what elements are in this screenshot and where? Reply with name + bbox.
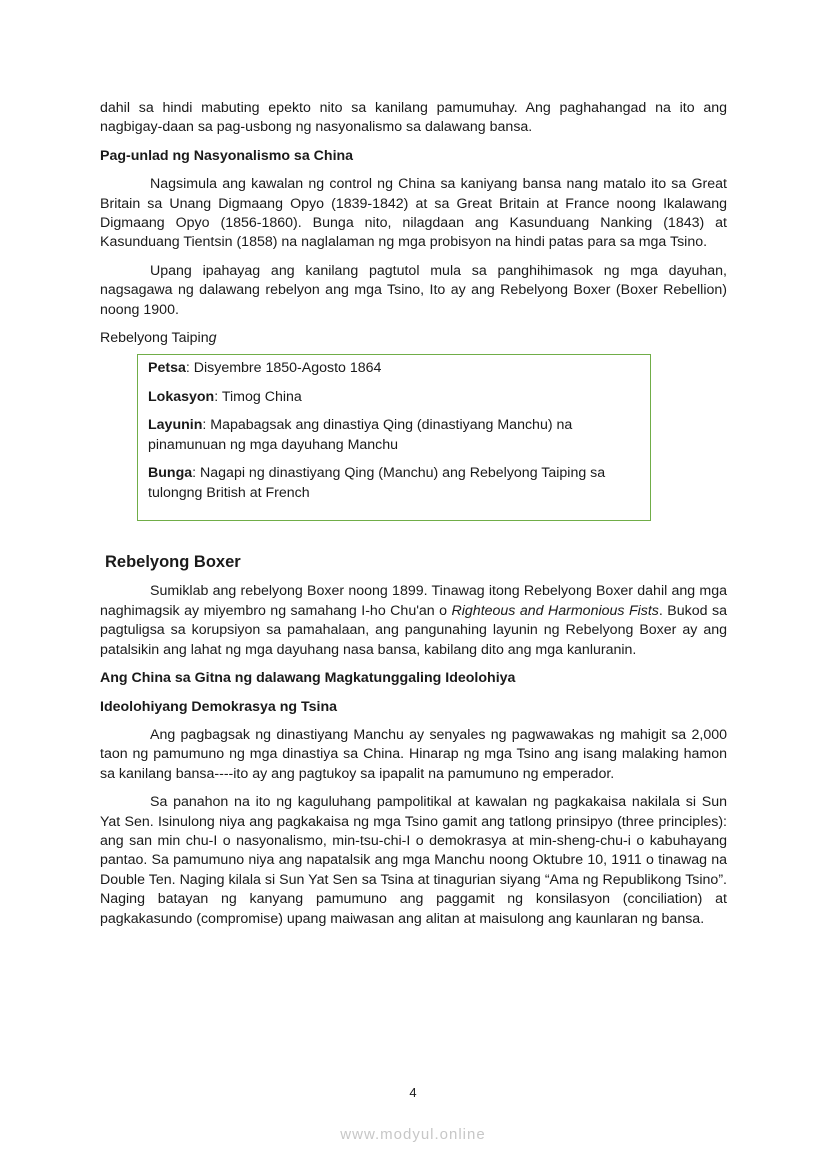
lokasyon-value: : Timog China: [214, 388, 302, 405]
petsa-label: Petsa: [148, 360, 186, 377]
page-number: 4: [409, 1085, 417, 1100]
taiping-label: [100, 329, 727, 348]
page-content: [100, 99, 727, 938]
bunga-label: Bunga: [148, 465, 193, 482]
boxer-text-after: . Bukod sa pagtuligsa sa korupsiyon sa pamahalaan, ang pangunahing layunin ng Rebelyong Boxer ay ang patalsikin ang lahat ng mga dayuhang nasa bansa, kabilang dito ang mga kanluranin.: [100, 602, 727, 658]
layunin-label: Layunin: [148, 417, 203, 434]
layunin-value: : Mapabagsak ang dinastiya Qing (dinastiyang Manchu) na pinamunuan ng mga dayuhang Manchu: [148, 417, 573, 453]
taiping-lokasyon: [148, 388, 640, 407]
taiping-info-box: [137, 354, 651, 521]
democracy-paragraph-2: Sa panahon na ito ng kaguluhang pampolitikal at kawalan ng pagkakaisa nakilala si Sun Yat Sen. Isinulong niya ang pagkakaisa ng mga Tsino gamit ang tatlong prinsipyo (three principles): ang san min chu-I o nasyonalismo, min-tsu-chi-I o demokrasya at min-sheng-chu-i o kabuhayang pantao. Sa pamumuno niya ang napatalsik ang mga Manchu noong Oktubre 10, 1911 o tinawag na Double Ten. Naging kilala si Sun Yat Sen sa Tsina at tinagurian siyang “Ama ng Republikong Tsino”. Naging batayan ng kanyang pamumuno ang paggamit ng konsilasyon (conciliation) at pagkakasundo (compromise) upang maiwasan ang alitan at maisulong ang kaunlaran ng bansa.: [100, 794, 727, 927]
taiping-layunin: [148, 416, 640, 455]
boxer-text-before: Sumiklab ang rebelyong Boxer noong 1899. Tinawag itong Rebelyong Boxer dahil ang mga naghimagsik ay miyembro ng samahang I-ho Chu'an o: [100, 583, 727, 619]
taiping-petsa: [148, 359, 640, 378]
lokasyon-label: Lokasyon: [148, 388, 215, 405]
boxer-text-italic: Righteous and Harmonious Fists: [451, 602, 659, 619]
taiping-label-main: Rebelyong Taipin: [100, 330, 209, 347]
boxer-heading: Rebelyong Boxer: [105, 553, 241, 572]
china-nationalism-heading: Pag-unlad ng Nasyonalismo sa China: [100, 147, 354, 164]
bunga-value: : Nagapi ng dinastiyang Qing (Manchu) ang Rebelyong Taiping sa tulongng British at French: [148, 465, 606, 501]
boxer-paragraph: [100, 582, 727, 660]
taiping-label-italic: g: [208, 330, 217, 347]
china-paragraph-1: Nagsimula ang kawalan ng control ng China sa kaniyang bansa nang matalo ito sa Great Britain sa Unang Digmaang Opyo (1839-1842) at sa Great Britain at France noong Ikalawang Digmaang Opyo (1856-1860). Bunga nito, nilagdaan ang Kasunduang Nanking (1843) at Kasunduang Tientsin (1858) na naglalaman ng mga probisyon na hindi patas para sa mga Tsino.: [100, 176, 727, 251]
watermark: www.modyul.online: [340, 1126, 486, 1143]
democracy-subheading: Ideolohiyang Demokrasya ng Tsina: [100, 698, 338, 715]
china-paragraph-2: Upang ipahayag ang kanilang pagtutol mula sa panghihimasok ng mga dayuhan, nagsagawa ng dalawang rebelyon ang mga Tsino, Ito ay ang Rebelyong Boxer (Boxer Rebellion) noong 1900.: [100, 262, 727, 318]
democracy-paragraph-1: Ang pagbagsak ng dinastiyang Manchu ay senyales ng pagwawakas ng mahigit sa 2,000 taon ng pamumuno ng mga dinastiya sa China. Hinarap ng mga Tsino ang isang malaking hamon sa kanilang bansa----ito ay ang pagtukoy sa ipapalit na pamumuno ng emperador.: [100, 726, 727, 782]
ideology-heading: Ang China sa Gitna ng dalawang Magkatunggaling Ideolohiya: [100, 670, 516, 687]
petsa-value: : Disyembre 1850-Agosto 1864: [185, 360, 382, 377]
intro-paragraph: dahil sa hindi mabuting epekto nito sa kanilang pamumuhay. Ang paghahangad na ito ang nagbigay-daan sa pag-usbong ng nasyonalismo sa dalawang bansa.: [100, 100, 727, 136]
taiping-bunga: [148, 464, 640, 503]
